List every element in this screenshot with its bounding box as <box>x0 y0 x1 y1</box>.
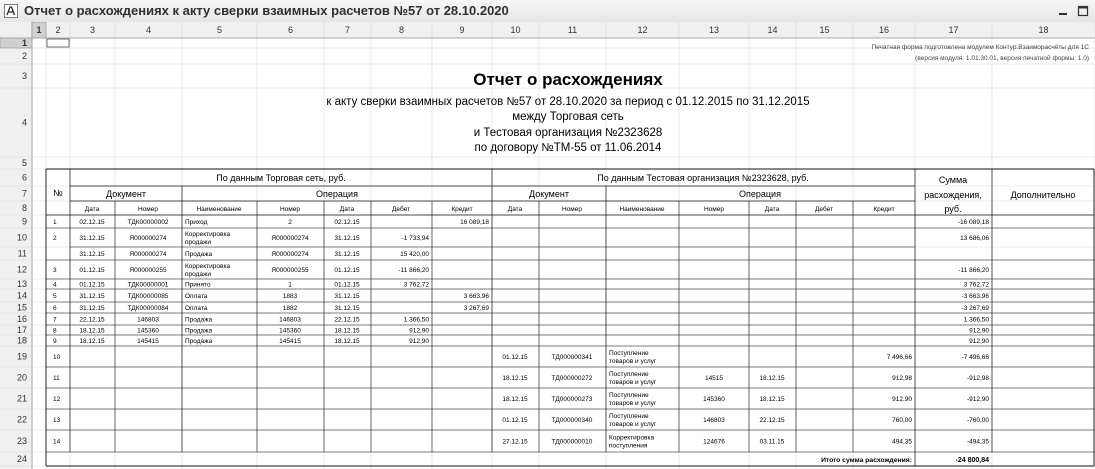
cell-left-doc-number: 145415 <box>137 338 159 345</box>
column-header[interactable]: 3 <box>89 25 96 35</box>
cell-right-credit: 760,00 <box>892 417 912 424</box>
column-header[interactable]: 9 <box>459 25 465 35</box>
cell-left-op-date: 01.12.15 <box>334 267 360 274</box>
cell-right-op-name: Поступление <box>609 350 649 357</box>
cell-right-credit: 912,98 <box>892 375 912 382</box>
cell-row-number: 12 <box>53 396 61 403</box>
cell-left-doc-date: 18.12.15 <box>79 327 105 335</box>
subheader-number: Номер <box>137 206 159 213</box>
cell-row-number: 3 <box>53 267 57 274</box>
cell-discrepancy-sum: -912,90 <box>966 396 989 403</box>
header-sum-line2: расхождения, <box>924 190 982 200</box>
cell-left-op-number: 145415 <box>279 338 301 345</box>
cell-right-doc-date: 18.12.15 <box>502 396 528 403</box>
cell-left-op-date: 01.12.15 <box>334 281 360 289</box>
column-header[interactable]: 10 <box>510 25 521 35</box>
cell-row-number: 4 <box>53 281 57 289</box>
subheader-credit: Кредит <box>873 206 895 213</box>
cell-left-op-number: 146803 <box>279 316 301 324</box>
cell-left-debit: 15 420,00 <box>400 251 429 258</box>
column-header[interactable]: 15 <box>819 25 830 35</box>
cell-discrepancy-sum: 1 366,50 <box>963 316 989 324</box>
cell-row-number: 14 <box>53 438 61 446</box>
cell-left-op-name: Продажа <box>185 327 213 335</box>
column-header[interactable]: 6 <box>287 25 294 35</box>
cell-left-doc-date: 01.12.15 <box>79 267 105 274</box>
row-header[interactable]: 11 <box>17 248 27 259</box>
cell-left-op-date: 31.12.15 <box>334 251 360 258</box>
cell-left-op-name: продажи <box>185 239 211 246</box>
minimize-icon[interactable] <box>1055 3 1071 19</box>
subheader-credit: Кредит <box>451 206 473 213</box>
cell-left-credit: 3 267,69 <box>463 305 489 312</box>
row-header[interactable]: 7 <box>21 188 27 199</box>
cell-left-op-name: Продажа <box>185 338 213 345</box>
column-header[interactable]: 17 <box>948 25 959 35</box>
cell-right-op-number: 14515 <box>704 375 724 382</box>
cell-right-op-date: 03.11.15 <box>759 438 785 446</box>
cell-right-op-date: 18.12.15 <box>759 396 785 403</box>
row-header[interactable]: 22 <box>16 414 27 425</box>
cell-left-op-number: 1883 <box>282 293 298 300</box>
cell-left-doc-date: 18.12.15 <box>79 338 105 345</box>
column-header[interactable]: 16 <box>878 25 890 35</box>
cell-right-credit: 7 496,66 <box>886 354 912 361</box>
cell-right-doc-date: 18.12.15 <box>502 375 528 382</box>
cell-right-op-date: 22.12.15 <box>759 417 785 424</box>
cell-left-doc-date: 31.12.15 <box>79 305 105 312</box>
column-header[interactable]: 14 <box>767 25 778 35</box>
cell-right-op-date: 18.12.15 <box>759 375 785 382</box>
cell-left-debit: -11 866,20 <box>398 267 429 274</box>
cell-row-number: 11 <box>53 375 60 382</box>
row-header-1-selected[interactable] <box>0 38 32 48</box>
cell-row-number: 9 <box>53 338 57 345</box>
header-right-operation: Операция <box>739 189 781 199</box>
cell-left-doc-number: Я000000255 <box>129 267 167 274</box>
column-header[interactable]: 18 <box>1038 25 1049 35</box>
cell-discrepancy-sum: -912,98 <box>966 375 989 382</box>
cell-left-doc-date: 01.12.15 <box>79 281 105 289</box>
report-subtitle-period: к акту сверки взаимных расчетов №57 от 28.10.2020 за период с 01.12.2015 по 31.12.2015 <box>326 96 810 108</box>
cell-left-credit: 16 089,18 <box>460 219 489 226</box>
cell-left-op-number: Я000000255 <box>271 267 309 274</box>
row-header[interactable]: 5 <box>21 158 27 168</box>
subheader-number: Номер <box>561 206 583 213</box>
cell-discrepancy-sum: -7 496,66 <box>961 354 989 361</box>
cell-right-doc-date: 01.12.15 <box>502 354 528 361</box>
row-header[interactable]: 23 <box>16 436 27 446</box>
cell-right-op-name: товаров и услуг <box>609 400 657 407</box>
cell-left-doc-number: Я000000274 <box>129 251 167 258</box>
total-label: Итого сумма расхождения: <box>821 457 912 464</box>
subheader-date: Дата <box>339 206 355 213</box>
report-subtitle-party2: и Тестовая организация №2323628 <box>473 127 663 139</box>
cell-left-op-date: 02.12.15 <box>334 219 360 226</box>
cell-left-doc-number: 145360 <box>137 327 159 335</box>
cell-right-credit: 494,35 <box>892 438 912 446</box>
cell-left-op-name: Оплата <box>185 305 208 312</box>
cell-left-op-date: 18.12.15 <box>334 327 360 335</box>
header-extra: Дополнительно <box>1010 190 1076 200</box>
cell-right-op-name: Поступление <box>609 371 649 378</box>
cell-row-number: 5 <box>53 293 57 300</box>
header-left-operation: Операция <box>316 189 358 199</box>
row-header[interactable]: 8 <box>21 203 27 213</box>
cell-right-op-number: 146803 <box>703 417 725 424</box>
header-left-document: Документ <box>106 189 146 199</box>
cell-right-op-name: товаров и услуг <box>609 421 657 428</box>
header-right-group: По данным Тестовая организация №2323628, руб. <box>597 173 809 183</box>
cell-left-op-name: Приход <box>185 219 208 226</box>
column-header-bar <box>0 22 1095 38</box>
header-right-document: Документ <box>529 189 569 199</box>
row-header[interactable]: 10 <box>16 232 27 243</box>
subheader-number: Номер <box>279 206 301 213</box>
column-header[interactable]: 2 <box>55 25 61 35</box>
cell-left-debit: -1 733,94 <box>401 235 429 242</box>
cell-left-op-date: 18.12.15 <box>334 338 360 345</box>
row-header[interactable]: 15 <box>16 302 27 313</box>
cell-discrepancy-sum: 3 762,72 <box>963 281 989 289</box>
cell-left-doc-date: 22.12.15 <box>79 316 105 324</box>
column-header[interactable]: 13 <box>708 25 720 35</box>
row-header[interactable]: 2 <box>21 51 27 61</box>
row-header[interactable]: 6 <box>21 172 27 183</box>
cell-left-doc-number: ТДК00000002 <box>127 219 169 226</box>
cell-right-credit: 912,90 <box>892 396 912 403</box>
cell-right-op-number: 145360 <box>703 396 725 403</box>
cell-row-number: 2 <box>53 235 57 242</box>
cell-left-op-name: продажи <box>185 271 211 278</box>
cell-left-debit: 912,90 <box>409 327 429 335</box>
column-header[interactable]: 5 <box>216 25 223 35</box>
subheader-name: Наименование <box>196 206 242 213</box>
header-sum-line1: Сумма <box>938 175 968 185</box>
cell-discrepancy-sum: -11 866,20 <box>958 267 989 274</box>
cell-row-number: 8 <box>53 327 57 335</box>
total-value: -24 800,84 <box>955 457 989 464</box>
column-header[interactable]: 7 <box>344 25 351 35</box>
cell-row-number: 13 <box>53 417 61 424</box>
column-header[interactable]: 1 <box>36 25 42 35</box>
subheader-debit: Дебет <box>392 206 410 213</box>
cell-left-op-number: 2 <box>288 219 292 226</box>
cell-right-op-name: Поступление <box>609 392 649 399</box>
cell-left-doc-number: ТДК00000084 <box>127 305 169 312</box>
cell-right-op-name: товаров и услуг <box>609 358 657 365</box>
cell-left-op-name: Продажа <box>185 251 213 258</box>
cell-left-doc-date: 02.12.15 <box>79 219 105 226</box>
print-form-version: (версия модуля: 1.01.30.01, версия печатной формы: 1.0) <box>915 55 1089 62</box>
cell-row-number: 6 <box>53 305 57 312</box>
cell-left-debit: 1 366,50 <box>403 316 429 324</box>
column-header[interactable]: 4 <box>145 25 152 35</box>
cell-left-debit: 912,90 <box>409 338 429 345</box>
cell-left-op-date: 31.12.15 <box>334 305 360 312</box>
row-header[interactable]: 3 <box>21 71 27 81</box>
cell-left-credit: 3 663,96 <box>463 293 489 300</box>
cell-left-op-name: Продажа <box>185 316 213 324</box>
cell-row-number: 10 <box>53 354 61 361</box>
cell-discrepancy-sum: -16 089,18 <box>957 219 989 226</box>
row-header[interactable]: 1 <box>21 38 27 48</box>
row-header[interactable]: 19 <box>16 351 27 362</box>
cell-right-doc-number: ТД000000340 <box>551 417 593 424</box>
cell-discrepancy-sum: -3 267,69 <box>961 305 989 312</box>
cell-right-op-name: Поступление <box>609 413 649 420</box>
subheader-date: Дата <box>507 206 523 213</box>
cell-left-debit: 3 762,72 <box>403 281 429 289</box>
print-form-note: Печатная форма подготовлена модулем Контур.Взаиморасчёты для 1С <box>871 44 1089 51</box>
cell-left-doc-date: 31.12.15 <box>79 251 105 258</box>
cell-left-op-name: Корректировка <box>185 263 231 270</box>
subheader-debit: Дебет <box>815 206 833 213</box>
maximize-icon[interactable] <box>1075 3 1091 19</box>
cell-left-doc-number: ТДК00000085 <box>127 293 169 300</box>
row-header[interactable]: 4 <box>21 117 27 128</box>
subheader-date: Дата <box>764 206 780 213</box>
cell-left-op-number: Я000000274 <box>271 251 309 258</box>
cell-right-op-number: 124676 <box>703 438 725 446</box>
subheader-number: Номер <box>703 206 725 213</box>
column-header[interactable]: 12 <box>637 25 648 35</box>
header-sum-line3: руб. <box>944 204 962 214</box>
cell-left-op-date: 22.12.15 <box>334 316 360 324</box>
cell-left-doc-date: 31.12.15 <box>79 293 105 300</box>
report-subtitle-party1: между Торговая сеть <box>512 111 624 123</box>
cell-right-doc-number: ТД000000272 <box>551 375 593 382</box>
cell-row-number: 1 <box>53 219 57 226</box>
cell-right-doc-number: ТД000000341 <box>551 354 593 361</box>
window-title: Отчет о расхождениях к акту сверки взаимных расчетов №57 от 28.10.2020 <box>24 3 509 18</box>
row-header[interactable]: 24 <box>16 454 27 464</box>
column-header[interactable]: 11 <box>567 25 578 35</box>
cell-left-op-number: 145360 <box>279 327 301 335</box>
cell-left-doc-number: 146803 <box>137 316 159 324</box>
report-subtitle-contract: по договору №ТМ-55 от 11.06.2014 <box>474 142 662 154</box>
cell-left-op-name: Принято <box>185 281 211 289</box>
cell-row-number: 7 <box>53 316 57 324</box>
report-title: Отчет о расхождениях <box>473 70 663 89</box>
cell-left-doc-number: ТДК00000001 <box>127 281 169 289</box>
title-bar <box>0 0 1095 23</box>
subheader-name: Наименование <box>619 206 665 213</box>
cell-discrepancy-sum: -494,35 <box>966 438 989 446</box>
spreadsheet-grid[interactable] <box>0 22 1095 469</box>
row-header[interactable]: 17 <box>16 325 27 335</box>
subheader-date: Дата <box>84 206 100 213</box>
header-left-group: По данным Торговая сеть, руб. <box>216 173 346 183</box>
cell-discrepancy-sum: -3 663,96 <box>961 293 989 300</box>
cell-right-op-name: Корректировка <box>609 434 655 442</box>
row-header[interactable]: 18 <box>16 335 27 346</box>
cell-left-op-name: Корректировка <box>185 231 231 238</box>
header-number: № <box>53 188 63 198</box>
cell-left-op-number: 1 <box>288 281 292 289</box>
cell-discrepancy-sum: 912,90 <box>969 338 989 345</box>
cell-right-doc-number: ТД000000273 <box>551 396 593 403</box>
cell-right-doc-date: 27.12.15 <box>502 438 528 446</box>
cell-discrepancy-sum: 13 686,06 <box>960 235 989 242</box>
cell-left-doc-number: Я000000274 <box>129 235 167 242</box>
row-header[interactable]: 14 <box>16 290 27 301</box>
cell-right-op-name: поступления <box>609 442 648 450</box>
row-header[interactable]: 16 <box>16 314 27 324</box>
column-header[interactable]: 8 <box>398 25 405 35</box>
cell-left-op-name: Оплата <box>185 293 208 300</box>
cell-right-op-name: товаров и услуг <box>609 379 657 386</box>
row-header[interactable]: 21 <box>16 393 27 404</box>
cell-left-doc-date: 31.12.15 <box>79 235 105 242</box>
cell-left-op-date: 31.12.15 <box>334 235 360 242</box>
row-header[interactable]: 13 <box>16 279 27 289</box>
cell-discrepancy-sum: -760,00 <box>966 417 989 424</box>
row-header[interactable]: 12 <box>16 264 27 275</box>
row-header[interactable]: 20 <box>16 372 27 383</box>
cell-right-doc-date: 01.12.15 <box>502 417 528 424</box>
cell-discrepancy-sum: 912,90 <box>969 327 989 335</box>
spreadsheet-app-icon <box>4 4 18 18</box>
row-header[interactable]: 9 <box>21 216 27 227</box>
cell-left-op-date: 31.12.15 <box>334 293 360 300</box>
cell-left-op-number: Я000000274 <box>271 235 309 242</box>
cell-right-doc-number: ТД000000010 <box>551 438 593 446</box>
cell-left-op-number: 1882 <box>282 305 298 312</box>
sheet-background <box>0 22 1095 469</box>
